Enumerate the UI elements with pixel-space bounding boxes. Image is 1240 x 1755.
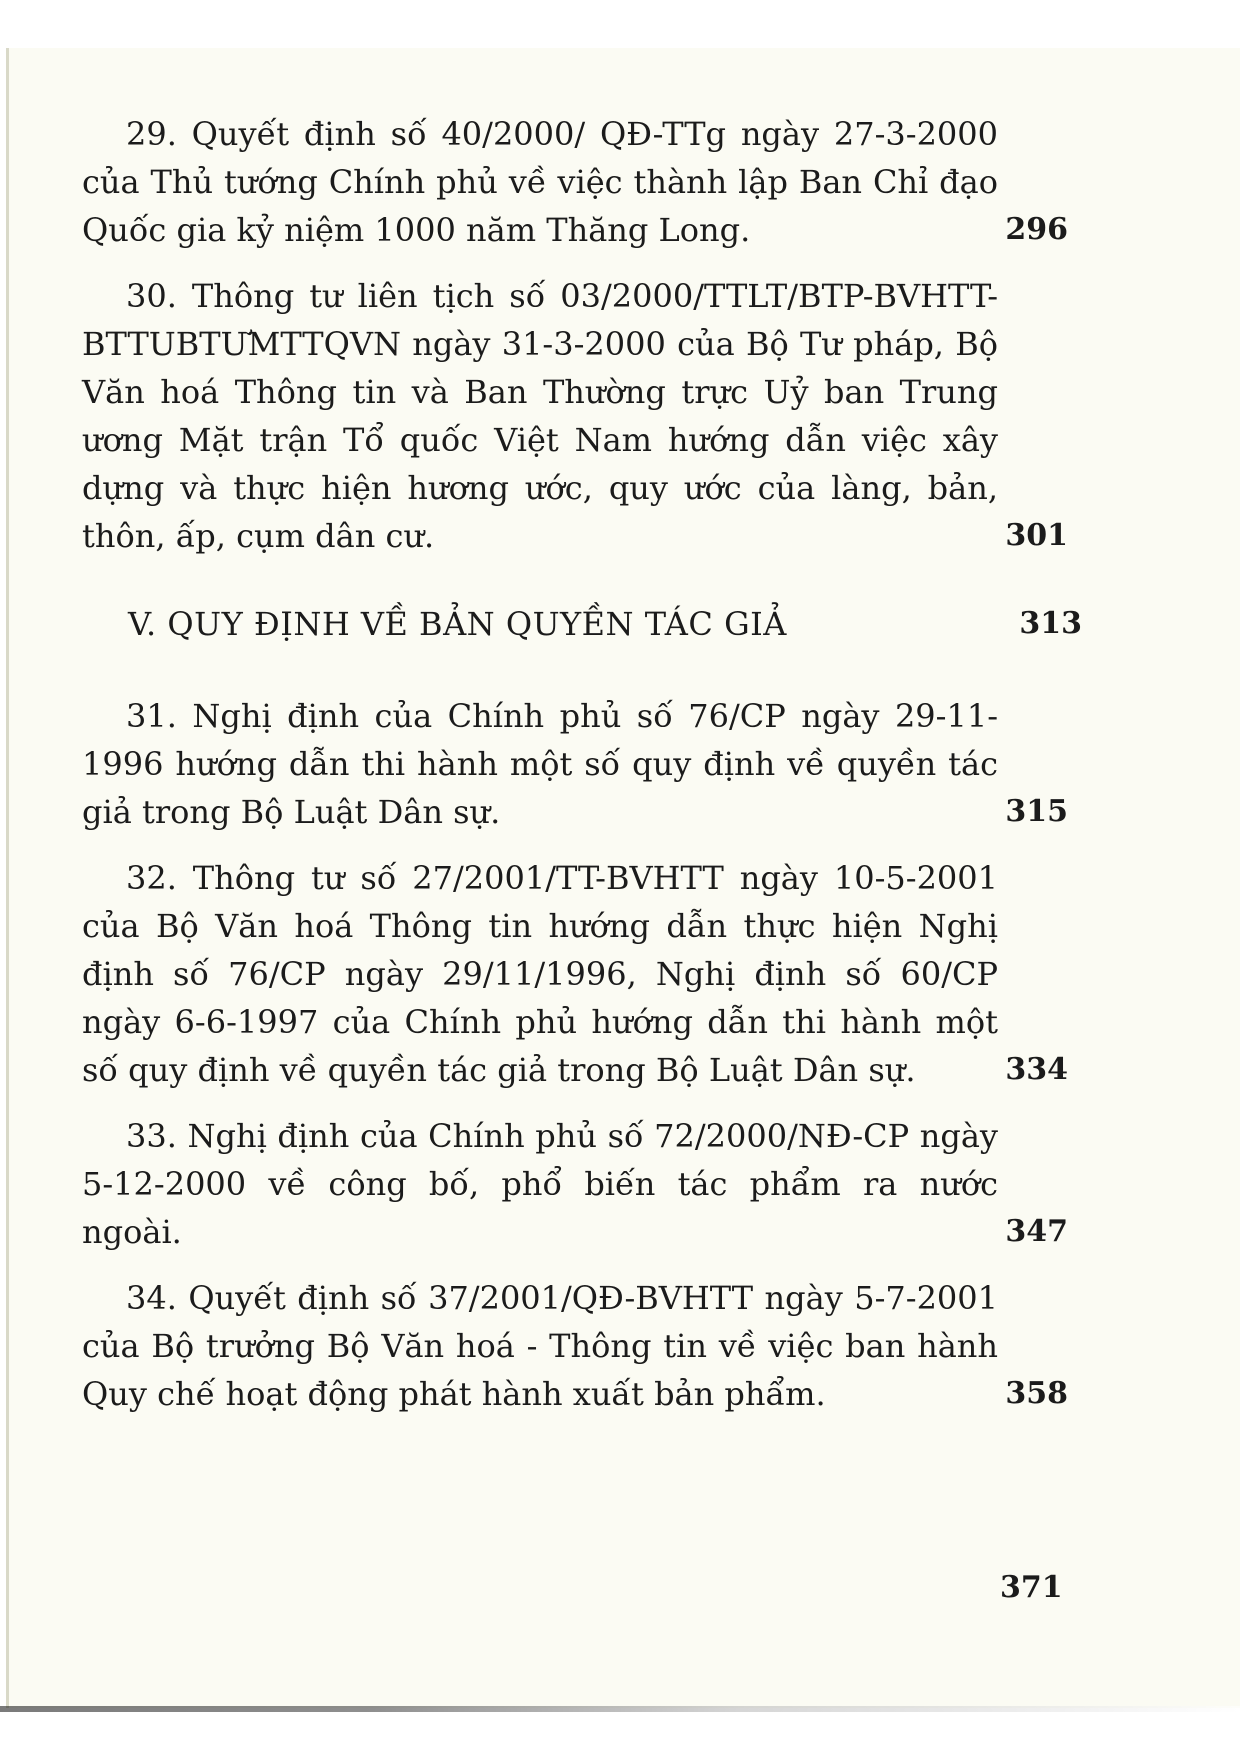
toc-entry-text: 31. Nghị định của Chính phủ số 76/CP ngày 29-11-1996 hướng dẫn thi hành một số quy định về quyền tác giả trong Bộ Luật Dân sự.: [82, 697, 998, 831]
toc-entry-text: 32. Thông tư số 27/2001/TT-BVHTT ngày 10-5-2001 của Bộ Văn hoá Thông tin hướng dẫn thực hiện Nghị định số 76/CP ngày 29/11/1996, Nghị định số 60/CP ngày 6-6-1997 của Chính phủ hướng dẫn thi hành một số quy định về quyền tác giả trong Bộ Luật Dân sự.: [82, 859, 998, 1089]
toc-entry-page-number: 347: [1005, 1214, 1068, 1249]
table-of-contents: [82, 110, 1082, 1436]
section-title: V. QUY ĐỊNH VỀ BẢN QUYỀN TÁC GIẢ: [128, 605, 787, 643]
page-number: 371: [1000, 1570, 1063, 1605]
toc-entry-page-number: 334: [1005, 1052, 1068, 1087]
toc-entry-30: [82, 272, 1082, 560]
toc-entry-34: [82, 1274, 1082, 1418]
section-heading: [82, 600, 1082, 648]
toc-entry-32: [82, 854, 1082, 1094]
section-page-number: 313: [1019, 606, 1082, 641]
toc-entry-text: 34. Quyết định số 37/2001/QĐ-BVHTT ngày 5-7-2001 của Bộ trưởng Bộ Văn hoá - Thông tin về việc ban hành Quy chế hoạt động phát hành xuất bản phẩm.: [82, 1279, 998, 1413]
toc-entry-page-number: 301: [1005, 518, 1068, 553]
toc-entry-page-number: 296: [1005, 212, 1068, 247]
toc-entry-text: 33. Nghị định của Chính phủ số 72/2000/NĐ-CP ngày 5-12-2000 về công bố, phổ biến tác phẩm ra nước ngoài.: [82, 1117, 998, 1251]
toc-entry-page-number: 315: [1005, 794, 1068, 829]
toc-entry-31: [82, 692, 1082, 836]
toc-entry-text: 29. Quyết định số 40/2000/ QĐ-TTg ngày 27-3-2000 của Thủ tướng Chính phủ về việc thành lập Ban Chỉ đạo Quốc gia kỷ niệm 1000 năm Thăng Long.: [82, 115, 998, 249]
toc-entry-33: [82, 1112, 1082, 1256]
page-edge-shadow: [0, 1706, 1240, 1712]
toc-entry-page-number: 358: [1005, 1376, 1068, 1411]
toc-entry-29: [82, 110, 1082, 254]
toc-entry-text: 30. Thông tư liên tịch số 03/2000/TTLT/BTP-BVHTT-BTTUBTƯMTTQVN ngày 31-3-2000 của Bộ Tư pháp, Bộ Văn hoá Thông tin và Ban Thường trực Uỷ ban Trung ương Mặt trận Tổ quốc Việt Nam hướng dẫn việc xây dựng và thực hiện hương ước, quy ước của làng, bản, thôn, ấp, cụm dân cư.: [82, 277, 998, 555]
